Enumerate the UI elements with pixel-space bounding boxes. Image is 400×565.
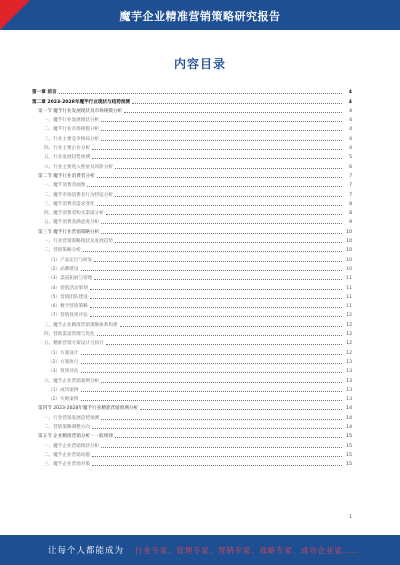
toc-entry-page: 13 [346, 378, 352, 384]
toc-entry-text: 第一节 魔芋行业发展现状及市场规模分析 [38, 108, 123, 114]
toc-entry-text: （6）数字营销策略 [48, 304, 88, 310]
toc-entry[interactable] [32, 328, 352, 337]
toc-entry-text: 四、魔芋消费者购买渠道分析 [44, 211, 104, 217]
toc-entry-page: 11 [346, 285, 352, 291]
toc-entry[interactable] [32, 291, 352, 300]
toc-leader-dots [97, 177, 342, 178]
toc-entry[interactable] [32, 160, 352, 169]
toc-leader-dots [83, 251, 342, 252]
toc-entry-page: 7 [349, 183, 352, 189]
toc-entry-page: 4 [349, 108, 352, 114]
toc-entry[interactable] [32, 198, 352, 207]
toc-leader-dots [81, 372, 343, 373]
toc-entry-page: 9 [349, 220, 352, 226]
toc-entry-text: （2）失败案例 [48, 397, 79, 403]
toc-entry[interactable] [32, 430, 352, 439]
toc-entry-text: （3）效果评估 [48, 369, 79, 375]
toc-leader-dots [101, 382, 342, 383]
toc-entry-page: 4 [349, 127, 352, 133]
toc-entry[interactable] [32, 170, 352, 179]
toc-leader-dots [90, 307, 342, 308]
toc-entry[interactable] [32, 188, 352, 197]
toc-entry-text: 一、行业营销发展趋势预测 [44, 415, 100, 421]
toc-leader-dots [124, 112, 342, 113]
toc-entry-text: 三、行业主要竞争格局分析 [44, 136, 100, 142]
toc-entry-text: 第二节 魔芋行业消费者分析 [38, 173, 95, 179]
toc-leader-dots [115, 437, 342, 438]
toc-entry[interactable] [32, 337, 352, 346]
toc-entry-text: 第二章 2023-2028年魔芋行业现状与趋势预测 [32, 99, 130, 105]
toc-entry[interactable] [32, 300, 352, 309]
toc-entry-text: 二、营销策略调整方向 [44, 424, 90, 430]
toc-entry[interactable] [32, 253, 352, 262]
toc-entry-page: 12 [346, 322, 352, 328]
toc-entry-text: 二、魔芋行业市场规模分析 [44, 127, 100, 133]
toc-entry-page: 8 [349, 211, 352, 217]
toc-entry-text: 一、行业营销策略现状及发展趋势 [44, 239, 113, 245]
toc-leader-dots [81, 391, 343, 392]
toc-entry-page: 10 [346, 266, 352, 272]
toc-entry[interactable] [32, 95, 352, 104]
toc-leader-dots [101, 447, 342, 448]
toc-entry-page: 13 [346, 359, 352, 365]
toc-entry-text: （2）方案执行 [48, 359, 79, 365]
toc-entry[interactable] [32, 449, 352, 458]
toc-entry-page: 12 [346, 313, 352, 319]
toc-entry[interactable] [32, 207, 352, 216]
toc-entry-page: 4 [349, 136, 352, 142]
toc-entry-page: 15 [346, 452, 352, 458]
toc-leader-dots [132, 103, 342, 104]
toc-entry-page: 4 [349, 146, 352, 152]
toc-entry-page: 4 [349, 118, 352, 124]
toc-entry-text: 六、行业主要进入壁垒及风险分析 [44, 164, 113, 170]
toc-leader-dots [115, 242, 342, 243]
toc-entry[interactable] [32, 132, 352, 141]
toc-entry-text: 五、精准营销方案设计与执行 [44, 341, 104, 347]
toc-entry[interactable] [32, 114, 352, 123]
toc-entry-page: 14 [346, 424, 352, 430]
toc-leader-dots [115, 168, 342, 169]
toc-entry-text: 三、魔芋消费者需求变化 [44, 201, 95, 207]
toc-entry-text: （2）品牌建设 [48, 266, 79, 272]
toc-leader-dots [94, 261, 342, 262]
toc-entry-page: 11 [346, 304, 352, 310]
toc-entry-page: 13 [346, 369, 352, 375]
toc-entry[interactable] [32, 411, 352, 420]
toc-entry-page: 13 [346, 387, 352, 393]
toc-leader-dots [92, 158, 342, 159]
toc-entry[interactable] [32, 365, 352, 374]
toc-leader-dots [101, 223, 342, 224]
toc-entry[interactable] [32, 105, 352, 114]
toc-entry-text: （5）营销团队建设 [48, 294, 88, 300]
toc-leader-dots [120, 326, 342, 327]
toc-entry-text: 三、魔芋企业精准营销策略体系构建 [44, 322, 118, 328]
toc-entry-text: 一、魔芋消费者画像 [44, 183, 86, 189]
footer-slogan-right: 行业专家、管理专家、营销专家、战略专家、成功企业家…… [135, 546, 360, 555]
toc-entry[interactable] [32, 179, 352, 188]
toc-entry[interactable] [32, 384, 352, 393]
toc-entry[interactable] [32, 123, 352, 132]
toc-leader-dots [90, 316, 342, 317]
toc-entry[interactable] [32, 86, 352, 95]
toc-entry-text: 一、魔芋企业营销现状分析 [44, 443, 100, 449]
toc-entry-text: 第三节 魔芋行业营销策略分析 [38, 229, 100, 235]
toc-leader-dots [106, 214, 342, 215]
toc-entry-page: 11 [346, 276, 352, 282]
toc-leader-dots [81, 400, 343, 401]
toc-entry-text: 第四节 2023-2028年魔芋行业精准营销预测分析 [38, 406, 139, 412]
toc-entry-page: 12 [346, 341, 352, 347]
toc-entry-page: 13 [346, 397, 352, 403]
toc-leader-dots [92, 149, 342, 150]
toc-entry[interactable] [32, 272, 352, 281]
toc-entry[interactable] [32, 216, 352, 225]
toc-entry-text: 四、营销渠道管理与优化 [44, 332, 95, 338]
toc-entry-text: 第五节 企业精准营销分析 - 一般规律 [38, 434, 113, 440]
toc-leader-dots [94, 279, 342, 280]
toc-entry-text: （1）成功案例 [48, 387, 79, 393]
toc-entry[interactable] [32, 439, 352, 448]
toc-leader-dots [101, 130, 342, 131]
toc-entry-text: 一、魔芋行业发展现状分析 [44, 118, 100, 124]
toc-entry-page: 7 [349, 173, 352, 179]
toc-leader-dots [81, 270, 343, 271]
toc-entry[interactable] [32, 263, 352, 272]
toc-entry-text: 六、魔芋企业营销案例分析 [44, 378, 100, 384]
toc-leader-dots [101, 233, 342, 234]
toc-entry-page: 12 [346, 332, 352, 338]
toc-entry-text: 五、行业发展趋势预测 [44, 155, 90, 161]
toc-entry[interactable] [32, 281, 352, 290]
toc-entry-text: （1）方案设计 [48, 350, 79, 356]
toc-entry[interactable] [32, 309, 352, 318]
toc-entry-page: 14 [346, 406, 352, 412]
toc-entry-text: （7）营销效果评估 [48, 313, 88, 319]
toc-entry-page: 11 [346, 294, 352, 300]
table-of-contents [32, 86, 352, 467]
toc-entry[interactable] [32, 225, 352, 234]
toc-entry[interactable] [32, 142, 352, 151]
toc-entry-page: 14 [346, 415, 352, 421]
toc-entry-page: 15 [346, 443, 352, 449]
toc-entry-page: 10 [346, 239, 352, 245]
toc-entry-page: 8 [349, 201, 352, 207]
toc-leader-dots [92, 428, 342, 429]
toc-leader-dots [106, 344, 342, 345]
toc-entry-page: 4 [348, 99, 352, 105]
toc-entry-text: 五、魔芋消费者满意度分析 [44, 220, 100, 226]
toc-leader-dots [87, 186, 342, 187]
toc-entry[interactable] [32, 235, 352, 244]
toc-entry[interactable] [32, 374, 352, 383]
toc-leader-dots [97, 205, 342, 206]
toc-leader-dots [97, 335, 342, 336]
toc-entry[interactable] [32, 318, 352, 327]
toc-leader-dots [81, 363, 343, 364]
toc-leader-dots [92, 456, 342, 457]
toc-entry[interactable] [32, 458, 352, 467]
page-number: 1 [349, 515, 352, 520]
toc-entry-page: 15 [346, 434, 352, 440]
toc-entry-text: （4）促销活动策划 [48, 285, 88, 291]
toc-leader-dots [101, 121, 342, 122]
toc-entry-text: 四、行业主要企业分析 [44, 146, 90, 152]
toc-entry-text: （3）渠道拓展与管理 [48, 276, 93, 282]
toc-entry-page: 15 [346, 462, 352, 468]
toc-title: 内容目录 [173, 57, 226, 71]
header-title: 魔芋企业精准营销策略研究报告 [119, 10, 281, 23]
page-header [0, 0, 400, 30]
toc-leader-dots [90, 289, 342, 290]
page-footer [0, 535, 400, 565]
toc-leader-dots [90, 298, 342, 299]
toc-leader-dots [140, 409, 342, 410]
toc-entry[interactable] [32, 393, 352, 402]
toc-entry-page: 5 [349, 155, 352, 161]
toc-entry[interactable] [32, 151, 352, 160]
toc-entry-text: （1）产品定位与研发 [48, 257, 93, 263]
toc-entry[interactable] [32, 244, 352, 253]
toc-entry-page: 6 [349, 164, 352, 170]
toc-leader-dots [115, 196, 342, 197]
toc-leader-dots [81, 354, 343, 355]
toc-entry-page: 7 [349, 192, 352, 198]
toc-entry-page: 10 [346, 257, 352, 263]
toc-leader-dots [101, 140, 342, 141]
toc-entry-text: 三、魔芋企业营销对策 [44, 462, 90, 468]
toc-entry-page: 12 [346, 350, 352, 356]
toc-entry-text: 二、魔芋企业营销问题 [44, 452, 90, 458]
toc-entry-text: 二、营销策略分析 [44, 248, 81, 254]
toc-entry[interactable] [32, 346, 352, 355]
toc-entry-page: 10 [346, 248, 352, 254]
toc-entry-text: 第一章 前言 [32, 90, 57, 96]
toc-entry[interactable] [32, 421, 352, 430]
toc-leader-dots [92, 465, 342, 466]
toc-entry-page: 10 [346, 229, 352, 235]
toc-leader-dots [101, 419, 342, 420]
toc-entry[interactable] [32, 402, 352, 411]
toc-entry-page: 4 [348, 90, 352, 96]
footer-slogan-left: 让每个人都能成为 [48, 546, 125, 556]
toc-leader-dots [59, 93, 342, 94]
toc-entry-text: 二、魔芋市场消费者行为特征分析 [44, 192, 113, 198]
toc-entry[interactable] [32, 356, 352, 365]
